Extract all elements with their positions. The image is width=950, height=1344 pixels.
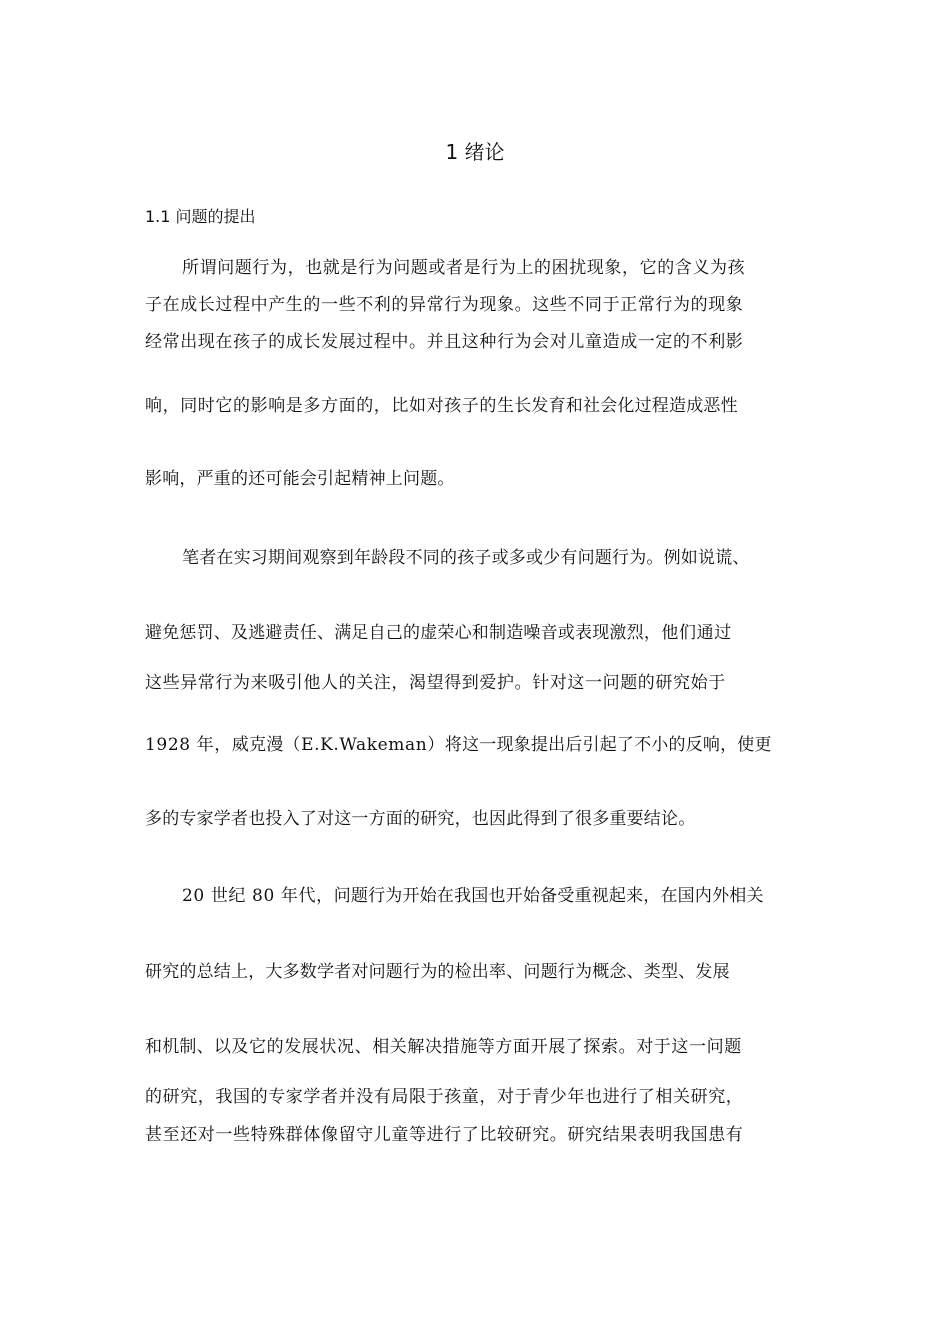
text-run: 研究的总结上，大多数学者对问题行为的检出率、问题行为概念、类型、发展 (145, 962, 730, 982)
text-run: 甚至还对一些特殊群体像留守儿童等进行了比较研究。研究结果表明我国患有 (145, 1125, 744, 1145)
section-title: 1.1 问题的提出 (145, 207, 256, 226)
text-run: （E.K.Wakeman） (283, 735, 445, 755)
text-run: 和机制、 (145, 1037, 214, 1057)
text-run: 20 世纪 80 年代， (182, 886, 334, 906)
text-run: 生长发育和社会化过程造成恶性 (497, 396, 738, 416)
text-run: 影响，严重的还可能会引起精神上问题。 (145, 469, 455, 489)
text-run: 笔者在实习期间观察到年龄段不同的孩子或多或少有问题行为。例如说谎、 (182, 548, 750, 568)
chapter-title: 1 绪论 (445, 140, 505, 164)
text-run: ，他们通过 (643, 623, 732, 643)
paragraph-line (145, 670, 810, 696)
text-run: 多的专家学者也投入了对这一方面的研究，也因此得到了很多重要结论。 (145, 809, 696, 829)
paragraph-line (182, 545, 810, 571)
paragraph-line (145, 292, 810, 318)
paragraph-line (145, 732, 810, 758)
text-run: 的研究，我国的专家学者并没有局限于孩童，对于青少年也进行了相关研究， (145, 1087, 744, 1107)
text-run: 以及它的发展状况、相关解决措施等方面开展了探索。对于这一问题 (213, 1037, 742, 1057)
text-run: 避免惩罚、及逃避责任、满足自己的虚荣心和制造噪音或表现激烈 (145, 623, 644, 643)
paragraph-line (145, 959, 810, 985)
text-run: 所谓问题行为，也就是行为问题或者是行为上的困扰现象，它的含义为孩 (182, 258, 746, 278)
paragraph-line (145, 466, 810, 492)
text-run: 这些异常行为来吸引他人的关注，渴望得到爱护。针对这一问题的研究始于 (145, 673, 726, 693)
text-run: 将这一现象提出后引起了不小的反响，使更 (444, 735, 772, 755)
paragraph-line (145, 1034, 810, 1060)
text-run: 问题行为开始在我国也开始备受重视起来，在国内外相关 (333, 886, 764, 906)
paragraph-line (145, 806, 810, 832)
paragraph-line (145, 393, 810, 419)
text-run: 1928 年， (145, 735, 232, 755)
text-run: 威克漫 (231, 735, 284, 755)
paragraph-line (145, 329, 810, 355)
paragraph-line (145, 1084, 810, 1110)
paragraph-line (145, 620, 810, 646)
text-run: 响，同时它的影响是多方面的，比如对孩子的 (145, 396, 497, 416)
text-run: 子在成长过程中产生的一些不利的异常行为现象。这些不同于正常行为的现象 (145, 295, 744, 315)
paragraph-line (182, 883, 810, 909)
paragraph-line (145, 1122, 810, 1148)
paragraph-line (182, 255, 810, 281)
text-run: 经常出现在孩子的成长发展过程中。并且这种行为会对儿童造成一定的不利影 (145, 332, 744, 352)
